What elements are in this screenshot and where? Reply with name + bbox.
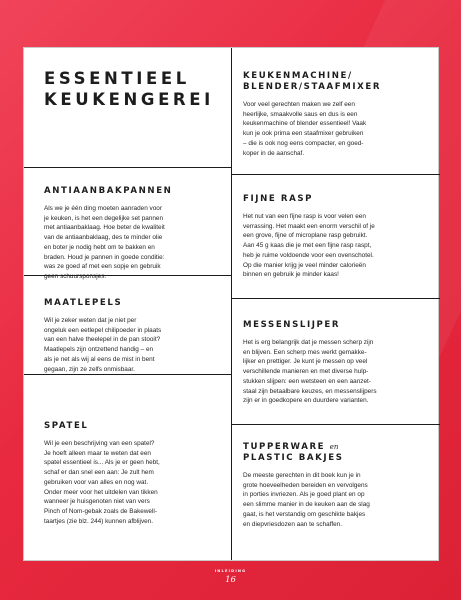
section-antiaanbakpannen — [44, 186, 230, 282]
section-tupperware — [243, 442, 437, 529]
section-heading-line-2: PLASTIC BAKJES — [243, 453, 344, 463]
right-divider-3 — [232, 424, 440, 425]
page-title-line-2: KEUKENGEREI — [44, 90, 214, 109]
section-messenslijper — [243, 320, 437, 406]
right-divider-2 — [232, 298, 440, 299]
section-keukenmachine — [243, 71, 437, 158]
section-heading: SPATEL — [44, 421, 89, 431]
section-heading-line-1 — [243, 442, 437, 453]
left-divider-1 — [24, 167, 231, 168]
page-title-line-1: ESSENTIEEL — [44, 69, 190, 88]
section-body: De meeste gerechten in dit boek kun je in grote hoeveelheden bereiden en vervolgens in porties invriezen. Als je goed plant en op een slimme manier in de keuken aan de slag gaat, is het verstandig om geschikte bakjes en diepvriesdozen aan te schaffen. — [243, 472, 370, 528]
section-maatlepels — [44, 298, 230, 374]
section-body: Voor veel gerechten maken we zelf een heerlijke, smaakvolle saus en dus is een keukenmachine of blender essentieel! Vaak kun je ook prima een staafmixer gebruiken – die is ook nog eens compacter, en goed- koper in de aanschaf. — [243, 101, 367, 157]
section-spatel — [44, 421, 230, 526]
section-heading-conjunction: en — [329, 443, 339, 451]
section-heading-line-2: BLENDER/STAAFMIXER — [243, 82, 382, 92]
column-divider — [231, 48, 232, 560]
footer-chapter-label: INLEIDING — [214, 569, 247, 573]
section-body: Wil je een beschrijving van een spatel? Je hoeft alleen maar te weten dat een spatel essentieel is... Als je er geen hebt, schaf er dan snel een aan: Je zult hem gebruiken voor van alles en nog wat. Onder meer voor het uitdelen van tikken wanneer je huisgenoten niet van vers Pinch of Nom-gebak zoals de Bakewell- taartjes (zie blz. 244) kunnen afblijven. — [44, 440, 160, 525]
section-heading: MAATLEPELS — [44, 298, 123, 308]
section-fijne-rasp — [243, 194, 437, 280]
content-card — [23, 47, 439, 561]
right-divider-1 — [232, 174, 440, 175]
section-body: Wil je zeker weten dat je niet per ongeluk een eetlepel chilipoeder in plaats van een halve theelepel in de pan stooit? Maatlepels zijn ontzettend handig – en als je net als wij al eens de mist in bent gegaan, zijn ze zelfs onmisbaar. — [44, 317, 162, 373]
section-body: Het is erg belangrijk dat je messen scherp zijn en blijven. Een scherp mes werkt gemakke- lijker en prettiger. Je kunt je messen op veel verschillende manieren en met diverse hulp- stukken slijpen: een wetsteen en een aanzet- staal zijn betaalbare keuzes, en messenslijpers zijn er in goedkopere en duurdere varianten. — [243, 339, 377, 405]
section-heading: FIJNE RASP — [243, 194, 314, 204]
title-block — [44, 68, 230, 110]
section-heading-line-1: KEUKENMACHINE/ — [243, 71, 353, 81]
page-number: 16 — [225, 575, 236, 585]
section-heading-word: TUPPERWARE — [243, 442, 326, 452]
section-body: Het nut van een fijne rasp is voor velen een verrassing. Het maakt een enorm verschil of je een grove, fijne of microplane rasp gebruikt. Aan 45 g kaas die je met een fijne rasp raspt, heb je ruime voldoende voor een ovenschotel. Op die manier krijg je veel minder calorieën binnen en gebruik je minder kaas! — [243, 213, 375, 279]
section-body: Als we je één ding moeten aanraden voor je keuken, is het een degelijke set pannen met antiaanbaklaag. Hoe beter de kwaliteit van de antiaanbaklaag, des te minder olie en boter je nodig hebt om te bakken en braden. Houd je pannen in goede conditie: was ze goed af met een sopje en gebruik geen schuursponsjes. — [44, 205, 165, 280]
section-heading: ANTIAANBAKPANNEN — [44, 186, 173, 196]
section-heading: MESSENSLIJPER — [243, 320, 341, 330]
